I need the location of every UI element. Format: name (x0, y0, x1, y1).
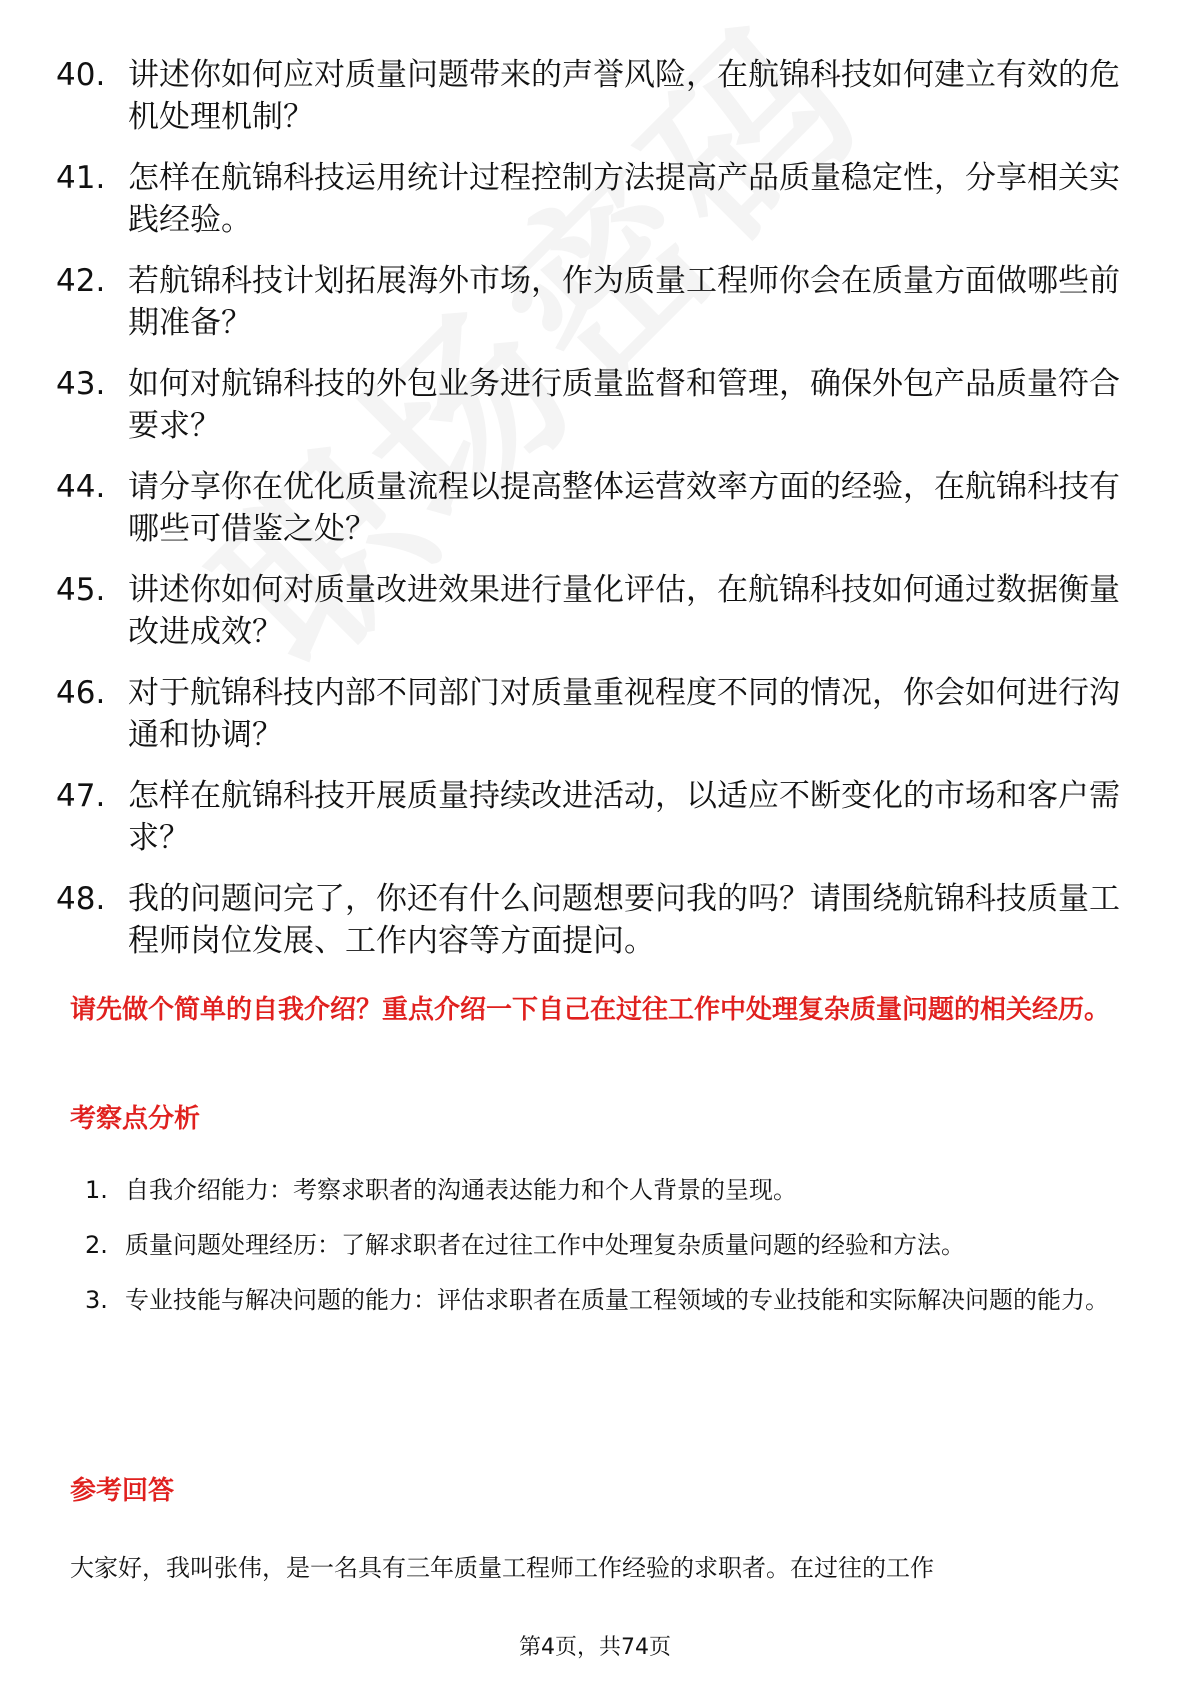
reference-title: 参考回答 (70, 1476, 175, 1506)
question-number: 40. (56, 57, 106, 93)
question-number: 41. (56, 160, 106, 196)
question-text: 怎样在航锦科技开展质量持续改进活动，以适应不断变化的市场和客户需求？ (128, 778, 1120, 856)
question-text: 讲述你如何应对质量问题带来的声誉风险，在航锦科技如何建立有效的危机处理机制？ (128, 57, 1120, 135)
highlight-question: 请先做个简单的自我介绍？重点介绍一下自己在过往工作中处理复杂质量问题的相关经历。 (70, 995, 1111, 1025)
question-text: 请分享你在优化质量流程以提高整体运营效率方面的经验，在航锦科技有哪些可借鉴之处？ (128, 469, 1120, 547)
question-text: 讲述你如何对质量改进效果进行量化评估，在航锦科技如何通过数据衡量改进成效？ (128, 572, 1120, 650)
question-item (56, 672, 1146, 756)
analysis-number: 1. (85, 1176, 108, 1204)
analysis-item (85, 1218, 1145, 1273)
analysis-title: 考察点分析 (70, 1104, 201, 1134)
question-number: 42. (56, 263, 106, 299)
question-number: 47. (56, 778, 106, 814)
question-item (56, 54, 1146, 138)
question-item (56, 569, 1146, 653)
question-number: 45. (56, 572, 106, 608)
analysis-number: 2. (85, 1231, 108, 1259)
page-footer: 第4页，共74页 (519, 1635, 671, 1660)
analysis-item (85, 1273, 1145, 1328)
question-text: 若航锦科技计划拓展海外市场，作为质量工程师你会在质量方面做哪些前期准备？ (128, 263, 1120, 341)
question-item (56, 878, 1146, 962)
question-number: 44. (56, 469, 106, 505)
question-item (56, 775, 1146, 859)
question-text: 怎样在航锦科技运用统计过程控制方法提高产品质量稳定性，分享相关实践经验。 (128, 160, 1120, 238)
question-text: 我的问题问完了，你还有什么问题想要问我的吗？请围绕航锦科技质量工程师岗位发展、工作内容等方面提问。 (128, 881, 1120, 959)
analysis-text: 质量问题处理经历：了解求职者在过往工作中处理复杂质量问题的经验和方法。 (125, 1231, 965, 1259)
analysis-number: 3. (85, 1286, 108, 1314)
question-item (56, 157, 1146, 241)
question-item (56, 363, 1146, 447)
analysis-text: 自我介绍能力：考察求职者的沟通表达能力和个人背景的呈现。 (125, 1176, 797, 1204)
analysis-text: 专业技能与解决问题的能力：评估求职者在质量工程领域的专业技能和实际解决问题的能力。 (125, 1286, 1109, 1314)
question-text: 对于航锦科技内部不同部门对质量重视程度不同的情况，你会如何进行沟通和协调？ (128, 675, 1120, 753)
analysis-item (85, 1163, 1145, 1218)
reference-answer: 大家好，我叫张伟，是一名具有三年质量工程师工作经验的求职者。在过往的工作 (70, 1554, 934, 1582)
analysis-list (85, 1163, 1145, 1328)
question-item (56, 260, 1146, 344)
question-number: 46. (56, 675, 106, 711)
question-number: 48. (56, 881, 106, 917)
question-list (56, 54, 1146, 981)
question-number: 43. (56, 366, 106, 402)
question-item (56, 466, 1146, 550)
question-text: 如何对航锦科技的外包业务进行质量监督和管理，确保外包产品质量符合要求？ (128, 366, 1120, 444)
